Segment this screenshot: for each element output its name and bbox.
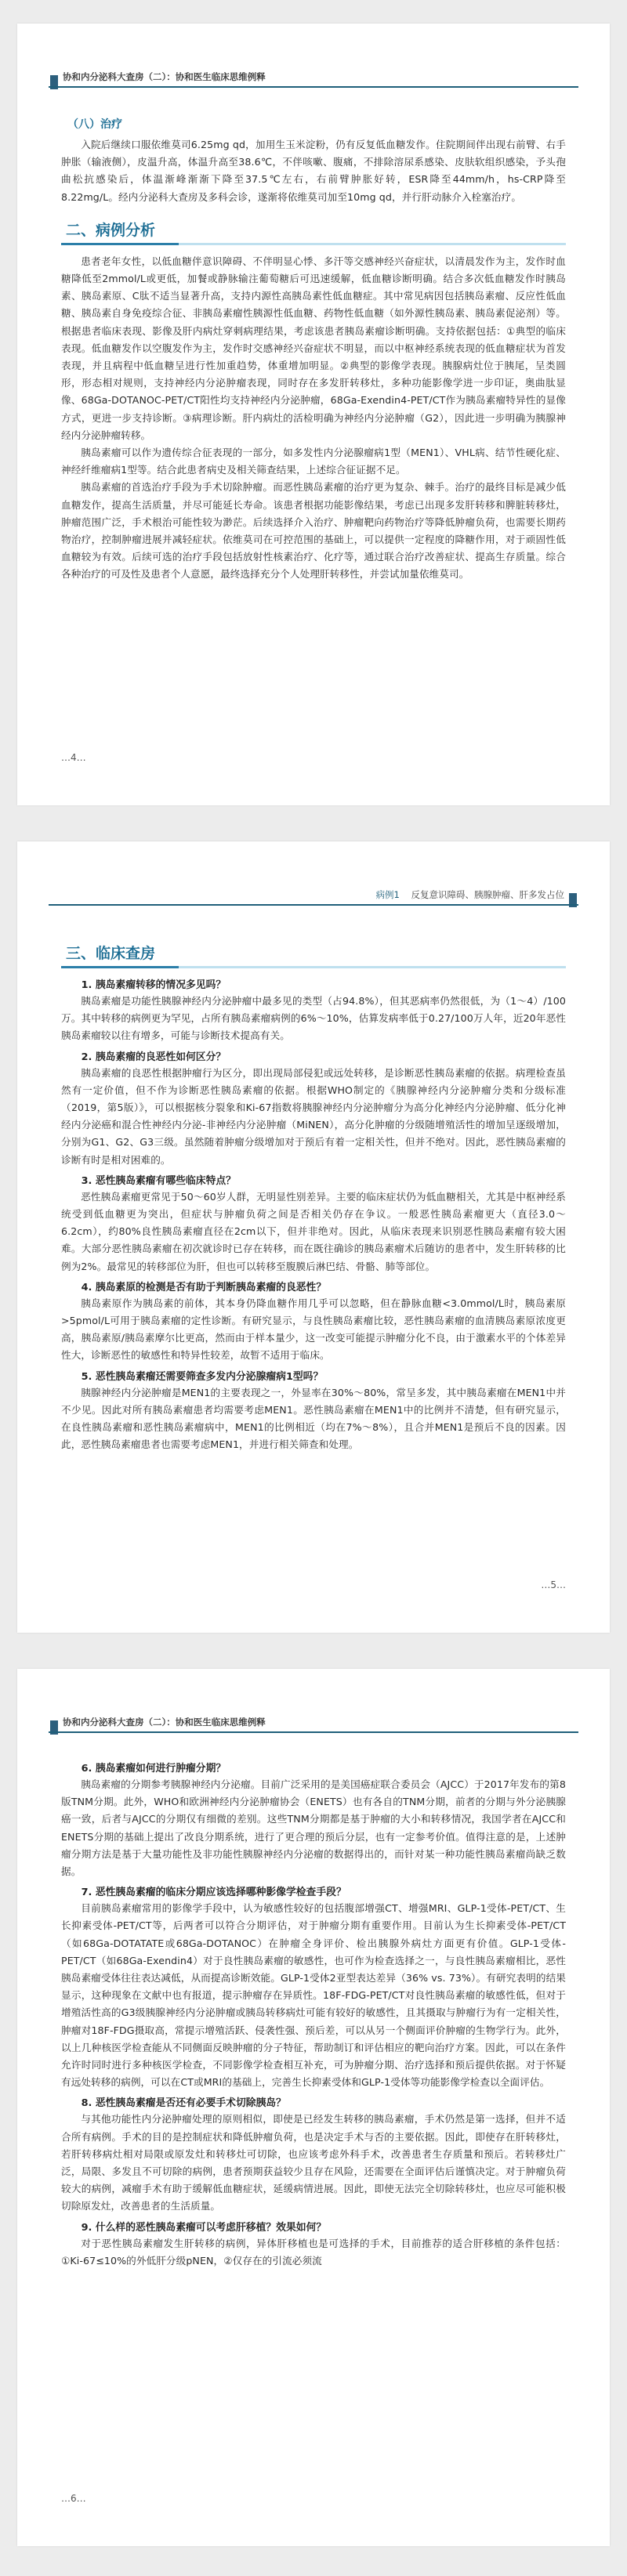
case-label: 病例1 <box>375 889 400 900</box>
question-heading: 3. 恶性胰岛素瘤有哪些临床特点？ <box>81 1174 236 1187</box>
treatment-subheading: （八）治疗 <box>67 118 122 131</box>
page-number: …5… <box>541 1579 566 1590</box>
page-content <box>61 1757 566 2270</box>
running-header <box>49 885 578 906</box>
question-heading: 6. 胰岛素瘤如何进行肿瘤分期？ <box>81 1763 227 1775</box>
answer-paragraph: 对于恶性胰岛素瘤发生肝转移的病例，异体肝移植也是可选择的手术，目前推荐的适合肝移植的条件包括：①Ki-67≤10%的外低肝分级pNEN，②仅存在的引流必须流 <box>61 2237 566 2267</box>
question-heading: 5. 恶性胰岛素瘤还需要筛查多发内分泌腺瘤病1型吗？ <box>81 1370 324 1383</box>
analysis-paragraph: 胰岛素瘤可以作为遗传综合征表现的一部分，如多发性内分泌腺瘤病1型（MEN1）、VHL病、结节性硬化症、神经纤维瘤病1型等。结合此患者病史及相关筛查结果，上述综合征证据不足。 <box>61 447 566 476</box>
document-page-6 <box>17 1669 610 2546</box>
answer-paragraph: 胰岛素瘤的良恶性根据肿瘤行为区分，即出现局部侵犯或远处转移，是诊断恶性胰岛素瘤的依据。病理检查虽然有一定价值，但不作为诊断恶性胰岛素瘤的依据。根据WHO制定的《胰腺神经内分泌肿瘤分类和分级标准（2019，第5版）》，可以根据核分裂象和Ki-67指数将胰腺神经内分泌肿瘤分为高分化神经内分泌肿瘤、低分化神经内分泌癌和混合性神经内分泌-非神经内分泌肿瘤（MiNEN），高分化肿瘤的分级随增殖活性的增加呈逐级增加，分别为G1、G2、G3三级。虽然随着肿瘤分级增加对于预后有着一定相关性，但并不绝对。因此，恶性胰岛素瘤的诊断有时是相对困难的。 <box>61 1066 566 1166</box>
question-heading: 9. 什么样的恶性胰岛素瘤可以考虑肝移植？效果如何？ <box>81 2221 327 2234</box>
answer-paragraph: 胰岛素瘤是功能性胰腺神经内分泌肿瘤中最多见的类型（占94.8%），但其恶病率仍然很低，为（1～4）/100万。其中转移的病例更为罕见，占所有胰岛素瘤病例的6%～10%，估算发病率低于0.27/100万人年，近20年恶性胰岛素瘤较以往有增多，可能与诊断技术提高有关。 <box>61 995 566 1042</box>
answer-paragraph: 胰腺神经内分泌肿瘤是MEN1的主要表现之一，外显率在30%～80%，常呈多发，其中胰岛素瘤在MEN1中并不少见。因此对所有胰岛素瘤患者均需要考虑MEN1。恶性胰岛素瘤在MEN1中的比例并不清楚，但有研究显示，在良性胰岛素瘤和恶性胰岛素瘤病中，MEN1的比例相近（均在7%～8%），且合并MEN1是预后不良的因素。因此，恶性胰岛素瘤患者也需要考虑MEN1，并进行相关筛查和处理。 <box>61 1386 566 1451</box>
running-header: 协和内分泌科大查房（二）：协和医生临床思维例释 <box>49 67 578 88</box>
answer-paragraph: 目前胰岛素瘤常用的影像学手段中，认为敏感性较好的包括腹部增强CT、增强MRI、GLP-1受体-PET/CT、生长抑素受体-PET/CT等，后两者可以符合分期评估，对于肿瘤分期有重要作用。目前认为生长抑素受体-PET/CT（如68Ga-DOTATATE或68Ga-DOTANOC）在肿瘤全身评价、检出胰腺外病灶方面更有价值。GLP-1受体-PET/CT（如68Ga-Exendin4）对于良性胰岛素瘤的敏感性，也可作为检查选择之一，与良性胰岛素瘤相比，恶性胰岛素瘤受体往往表达减低，从而提高诊断效能。GLP-1受体2亚型表达差异（36% vs. 73%）。有研究表明的结果显示，这种现象在文献中也有报道，提示肿瘤存在异质性。18F-FDG-PET/CT对良性胰岛素瘤的敏感性低，但对于增殖活性高的G3级胰腺神经内分泌肿瘤或胰岛转移病灶可能有较好的敏感性，且其摄取与肿瘤行为有一定相关性，肿瘤对18F-FDG摄取高，常提示增殖活跃、侵袭性强、预后差，可以从另一个侧面评价肿瘤的生物学行为。此外，以上几种核医学检查能从不同侧面反映肿瘤的分子特征，帮助制订和评估相应的靶向治疗方案。因此，可以在条件允许时同时进行多种核医学检查，不同影像学检查相互补充，可为肿瘤分期、治疗选择和预后提供依据。对于怀疑有远处转移的病例，可以在CT或MRI的基础上，完善生长抑素受体和GLP-1受体等功能影像学检查以全面评估。 <box>61 1902 566 2089</box>
question-heading: 1. 胰岛素瘤转移的情况多见吗？ <box>81 979 227 991</box>
answer-paragraph: 胰岛素原作为胰岛素的前体，其本身仍降血糖作用几乎可以忽略，但在静脉血糖<3.0mmol/L时，胰岛素原>5pmol/L可用于胰岛素瘤的定性诊断。有研究显示，与良性胰岛素瘤比较，恶性胰岛素瘤的血清胰岛素原浓度更高，胰岛素原/胰岛素摩尔比更高，然而由于样本量少，这一改变可能提示肿瘤分化不良，由于激素水平的个体差异性大，诊断恶性的敏感性和特异性较差，故暂不适用于临床。 <box>61 1297 566 1362</box>
question-heading: 2. 胰岛素瘤的良恶性如何区分？ <box>81 1051 227 1063</box>
question-heading: 8. 恶性胰岛素瘤是否还有必要手术切除胰岛？ <box>81 2097 286 2110</box>
running-header: 协和内分泌科大查房（二）：协和医生临床思维例释 <box>49 1713 578 1733</box>
question-heading: 7. 恶性胰岛素瘤的临床分期应该选择哪种影像学检查手段？ <box>81 1887 346 1899</box>
clinical-rounds-title: 三、临床查房 <box>61 939 566 968</box>
page-content <box>61 116 566 584</box>
analysis-paragraph: 患者老年女性，以低血糖伴意识障碍、不伴明显心悸、多汗等交感神经兴奋症状，以清晨发作为主，发作时血糖降低至2mmol/L或更低，加餐或静脉输注葡萄糖后可迅速缓解，低血糖诊断明确。结合多次低血糖发作时胰岛素、胰岛素原、C肽不适当显著升高，支持内源性高胰岛素性低血糖症。其中常见病因包括胰岛素瘤、反应性低血糖、胰岛素自身免疫综合征、非胰岛素瘤性胰源性低血糖、药物性低血糖（如外源性胰岛素、胰岛素促泌剂）等。根据患者临床表现、影像及肝内病灶穿刺病理结果，考虑该患者胰岛素瘤诊断明确。支持依据包括：①典型的临床表现。低血糖发作以空腹发作为主，发作时交感神经兴奋症状不明显，而以中枢神经系统表现的低血糖症状为首发表现，并且病程中低血糖呈进行性加重趋势，体重增加明显。②典型的影像学表现。胰腺病灶位于胰尾，呈类圆形，形态相对规则，支持神经内分泌肿瘤表现，同时存在多发肝转移灶，多种功能影像学进一步印证，奥曲肽显像、68Ga-DOTANOC-PET/CT阳性均支持神经内分泌肿瘤，68Ga-Exendin4-PET/CT作为胰岛素瘤特异性的显像方式，更进一步支持诊断。③病理诊断。肝内病灶的活检明确为神经内分泌肿瘤（G2），因此进一步明确为胰腺神经内分泌肿瘤转移。 <box>61 255 566 441</box>
answer-paragraph: 胰岛素瘤的分期参考胰腺神经内分泌瘤。目前广泛采用的是美国癌症联合委员会（AJCC）于2017年发布的第8版TNM分期。此外，WHO和欧洲神经内分泌肿瘤协会（ENETS）也有各自的TNM分期，前者的分期与外分泌胰腺癌一致，后者与AJCC的分期仅有细微的差别。这些TNM分期都是基于肿瘤的大小和转移情况，我国学者在AJCC和ENETS分期的基础上提出了改良分期系统，进行了更合理的预后分层，也有一定参考价值。值得注意的是，上述肿瘤分期方法是基于大量功能性及非功能性胰腺神经内分泌瘤的数据得出的，而针对某一种功能性胰岛素瘤尚缺乏数据。 <box>61 1778 566 1878</box>
case-title: 反复意识障碍、胰腺肿瘤、肝多发占位 <box>411 889 564 900</box>
document-page-4 <box>17 24 610 805</box>
question-heading: 4. 胰岛素原的检测是否有助于判断胰岛素瘤的良恶性？ <box>81 1281 327 1293</box>
page-content <box>61 929 566 1453</box>
analysis-paragraph: 胰岛素瘤的首选治疗手段为手术切除肿瘤。而恶性胰岛素瘤的治疗更为复杂、棘手。治疗的最终目标是减少低血糖发作，提高生活质量，并尽可能延长寿命。该患者根据功能影像结果，考虑已出现多发肝转移和脾脏转移灶，肿瘤范围广泛，手术根治可能性较为渺茫。后续选择介入治疗、肿瘤靶向药物治疗等降低肿瘤负荷，也需要长期药物治疗，控制肿瘤进展并减轻症状。依维莫司在可控范围的基础上，可以提供一定程度的降糖作用，对于顽固性低血糖较为有效。后续可选的治疗手段包括放射性核素治疗、化疗等，通过联合治疗改善症状、提高生存质量。综合各种治疗的可及性及患者个人意愿，最终选择充分个人处理肝转移性，并尝试加量依维莫司。 <box>61 481 566 581</box>
page-number: …4… <box>61 752 86 763</box>
case-analysis-title: 二、病例分析 <box>61 215 566 245</box>
document-page-5 <box>17 841 610 1633</box>
answer-paragraph: 与其他功能性内分泌肿瘤处理的原则相似，即使是已经发生转移的胰岛素瘤，手术仍然是第一选择，但并不适合所有病例。手术的目的是控制症状和降低肿瘤负荷，也是决定手术与否的主要依据。因此，即使存在肝转移灶，若肝转移病灶相对局限或原发灶和转移灶可切除，也应该考虑外科手术，改善患者生存质量和预后。若转移灶广泛，局限、多发且不可切除的病例，患者预期获益较少且存在风险，还需要在全面评估后谨慎决定。对于肿瘤负荷较大的病例，减瘤手术有助于缓解低血糖症状，延缓病情进展。因此，即使无法完全切除转移灶，也应尽可能积极切除原发灶，改善患者的生活质量。 <box>61 2113 566 2212</box>
page-number: …6… <box>61 2493 86 2504</box>
answer-paragraph: 恶性胰岛素瘤更常见于50～60岁人群，无明显性别差异。主要的临床症状仍为低血糖相关，尤其是中枢神经系统受到低血糖更为突出，但症状与肿瘤负荷之间是否相关仍存在争议。一般恶性胰岛素瘤更大（直径3.0～6.2cm），约80%良性胰岛素瘤直径在2cm以下，但并非绝对。因此，从临床表现来识别恶性胰岛素瘤有较大困难。大部分恶性胰岛素瘤在初次就诊时已存在转移，而在既往确诊的胰岛素瘤术后随访的患者中，发生肝转移的比例为2%。最常见的转移部位为肝，但也可以转移至腹膜后淋巴结、骨骼、肺等部位。 <box>61 1190 566 1272</box>
treatment-paragraph: 入院后继续口服依维莫司6.25mg qd，加用生玉米淀粉，仍有反复低血糖发作。住院期间伴出现右前臂、右手肿胀（输液侧），皮温升高，体温升高至38.6℃，不伴咳嗽、腹痛，不排除溶尿系感染、皮肤软组织感染，予头孢曲松抗感染后，体温渐峰渐渐下降至37.5℃左右，右前臂肿胀好转，ESR降至44mm/h，hs-CRP降至8.22mg/L。经内分泌科大查房及多科会诊，遂渐将依维莫司加至10mg qd，并行肝动脉介入栓塞治疗。 <box>61 139 566 203</box>
